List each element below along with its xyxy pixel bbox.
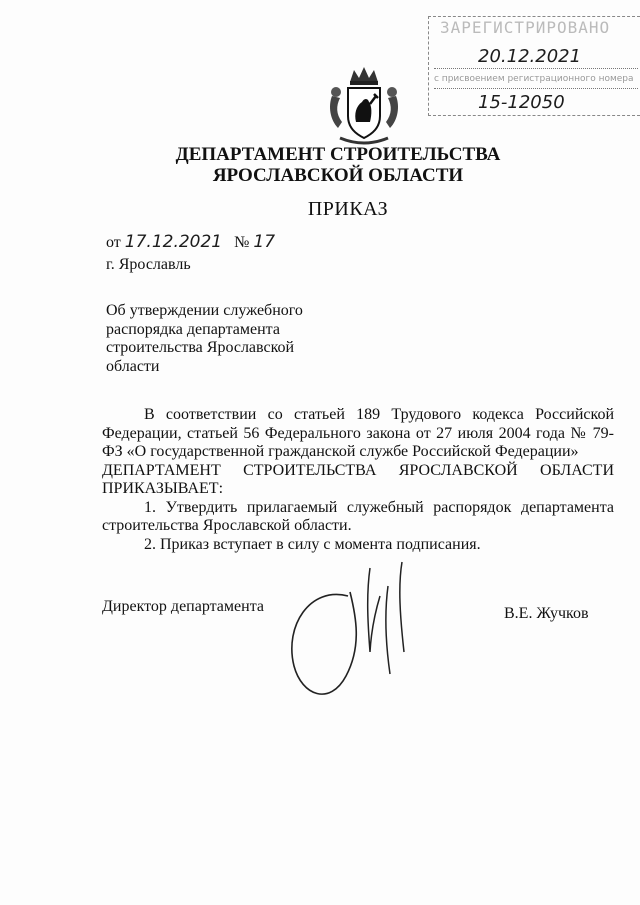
department-name (0, 144, 640, 186)
coat-of-arms-icon (320, 62, 408, 150)
order-subject: Об утверждении служебного распорядка департамента строительства Ярославской области (106, 302, 303, 375)
stamp-note: с присвоением регистрационного номера (434, 74, 634, 84)
stamp-registration-number: 15-12050 (478, 92, 565, 113)
order-number-handwritten: 17 (253, 232, 276, 252)
department-name-line1: ДЕПАРТАМЕНТ СТРОИТЕЛЬСТВА (175, 144, 501, 165)
stamp-registration-date: 20.12.2021 (478, 46, 582, 67)
order-date-number-row (106, 232, 275, 252)
order-directive-line1: ДЕПАРТАМЕНТ СТРОИТЕЛЬСТВА ЯРОСЛАВСКОЙ ОБЛАСТИ (102, 461, 614, 479)
order-item-2: 2. Приказ вступает в силу с момента подписания. (144, 535, 481, 553)
stamp-divider (434, 88, 638, 89)
document-type-title: ПРИКАЗ (307, 198, 389, 220)
stamp-title: ЗАРЕГИСТРИРОВАНО (440, 18, 611, 37)
signatory-position: Директор департамента (102, 598, 264, 615)
order-body (102, 406, 614, 554)
handwritten-signature (270, 556, 450, 716)
order-city: г. Ярославль (106, 256, 191, 273)
signatory-name: В.Е. Жучков (504, 605, 589, 622)
order-date-handwritten: 17.12.2021 (124, 232, 223, 252)
order-preamble: В соответствии со статьей 189 Трудового кодекса Российской Федерации, статьей 56 Федерального закона от 27 июля 2004 года № 79-ФЗ «О государственной гражданской службе Российской Федерации» (102, 406, 614, 460)
order-item-1: 1. Утвердить прилагаемый служебный распорядок департамента строительства Ярославской области. (102, 498, 614, 534)
order-directive-line2: ПРИКАЗЫВАЕТ: (102, 480, 224, 497)
stamp-divider (434, 68, 638, 69)
department-name-line2: ЯРОСЛАВСКОЙ ОБЛАСТИ (212, 165, 464, 186)
order-from-label: от (106, 234, 121, 251)
order-number-label: № (234, 234, 250, 251)
